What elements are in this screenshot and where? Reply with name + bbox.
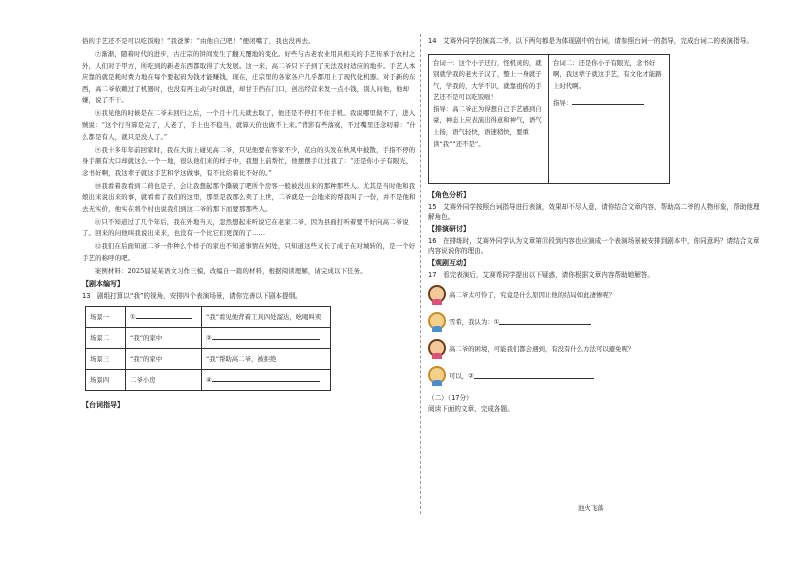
section-lines-heading: 【台词指导】: [82, 400, 124, 409]
scene-label: 场景四: [86, 369, 126, 390]
scene-label: 场景三: [86, 348, 126, 369]
table-row: [86, 369, 331, 390]
line2-text: 台词二：还是你小子有眼光，念书好啊，我这辈子就这手艺，有文化才能路上时代啊。: [553, 58, 662, 90]
paragraph-12: ⑫我们在后面知道二爷一件种么个样子的家也不知道事情在何处，只知道这些又长了成子在对城转的，是一个好手艺的称呼的吧。: [82, 242, 416, 263]
scene-content: “我”看见他背着工具四处溜达，吆喝叫卖: [202, 306, 331, 327]
paragraph-7: ⑦渐渐，随着时代的进步，古庄宗的饼间发生了翻天覆地的变化。好些与古老农业用具相关的手艺传承于农村之外，人们对于甲方，所吃到的新老东西都取得了大发展。这一来，高二爷只下子到了无法及时适应的地步。手艺人本应靠的就是耗时费力地在每个要起码为钱才能赚钱，现在，庄宗里的各家各户几乎都用上了现代化机器。对于新的东西，高二爷依赖过了机器时，也没有再主动与时俱进，却甘于挡在门口，创出经营来发一点小钱，别人问他，他却嫌，说了不干。: [82, 49, 416, 105]
dialogue-table: [428, 54, 670, 184]
chat-girl-2: 高二爷的困境，可能我们都会遇到，有没有什么方法可以避免呢？: [428, 339, 766, 357]
part-two-label: （二）（17分）: [428, 394, 473, 402]
scene-place: “我”的家中: [126, 327, 202, 348]
paragraph-9: ⑨我十多年年前回家时，我在大街上碰见高二爷，只见他要在客家不少，花白的头发在秋风中披散，手指不停的身手颇有大口却就这么一个一地，很认他们来的样子中，我想上前帮忙，他摆摆手让过我了：“还是你小子有眼光，念书好啊，我这辈子就这手艺和学这做事，有不比给着比不好的。”: [82, 145, 416, 177]
girl-avatar-icon: [428, 285, 446, 303]
section-script-heading: 【剧本编写】: [82, 280, 124, 288]
dialogue-line-1: [429, 55, 549, 183]
boy-avatar-icon: [428, 366, 446, 384]
part-two-description: 阅读下面的文章，完成各题。: [428, 404, 514, 413]
line2-guide-answer[interactable]: 指导：: [553, 98, 665, 110]
question-17: 17 看完表演后，艾赛希同学提出以下疑惑，请你根据文章内容帮助她解答。: [428, 270, 654, 279]
chat-boy-2[interactable]: 可以，②: [428, 366, 766, 384]
scene-place: “我”的家中: [126, 348, 202, 369]
chat-girl-1: 高二爷太可怜了，究竟是什么原因让他的结局如此凄惨呢？: [428, 285, 766, 303]
line1-guide: 指导：高二爷正为得想自己手艺感到自豪，神态上应表演出得意和神气，语气上扬，语气轻快，语速稍快，要重读“我”“还不是”。: [433, 104, 542, 148]
paragraph-top: 俗的手艺还不是可以吃饭啦！”我爸爹：“由他自己吧！”便闭嘴了，我也没再去。: [82, 37, 315, 45]
scene-place-answer[interactable]: ①: [126, 306, 202, 327]
scene-content-answer[interactable]: ②: [202, 327, 331, 348]
scene-content: “我”帮助高二爷，被拒绝: [202, 348, 331, 369]
paragraph-8: ⑧我见他的时候是在二爷未回归之后，一个月十几天就去取了，他还是不停打不住手机。我说哪里做不了，进入贼说：“这个行当算是完了，人老了，手上也不稳当，就算天价也做不上来。”背影有些落寞，不过嘴里还念叨着：“什么都是有人，就只是没人了。”: [82, 109, 417, 141]
scene-content-answer[interactable]: ④: [202, 369, 331, 390]
chat-boy-1[interactable]: 雪希，我认为：①: [428, 312, 766, 330]
question-13: 13 剧组打算以“我”的视角，安排四个表演场景，请你完善以下剧本提纲。: [82, 292, 302, 300]
left-column: [82, 36, 417, 412]
line1-text: 台词一：这个小子迂行，怪机灵的，就别就学我的老夫子汉了，整上一身就子气，学我的，大学不识，就靠祖传的手艺还不是可以吃饭啦！: [433, 58, 542, 102]
section-role-heading: 【角色分析】: [428, 190, 470, 199]
source-note: 案例材料：2025届某某语文习作三模，改编自一篇的材料，根据阅读理解，请完成以下任务。: [94, 267, 367, 276]
scene-table: [85, 306, 331, 391]
question-14: 14 艾赛外同学扮演高二爷，以下两句都是为体现剧中的台词，请参照台词一的指导，完成台词二的表演指导。: [428, 37, 753, 45]
next-article-title: 池火飞落: [578, 504, 604, 512]
question-15: 15 艾赛外同学按照台词指导进行表演，效果却不尽人意，请你结合文章内容，帮助高二爷的人物形象，帮助他理解角色。: [428, 202, 760, 221]
scene-label: 场景二: [86, 327, 126, 348]
right-column: [428, 36, 766, 414]
answer-blank[interactable]: [474, 372, 594, 379]
section-rehearse-heading: 【排演研讨】: [428, 224, 470, 233]
scene-place: 二爷小房: [126, 369, 202, 390]
table-row: [86, 306, 331, 327]
paragraph-11: ⑪只不知道过了几个年后，我在外地当天，忽然想起来听说它在老家二爷，因为县面打听着要不好向高二爷说了。回来的问他叫我说出来来，也没有一个比它们更深的了……: [82, 217, 409, 238]
section-watch-heading: 【观剧互动】: [428, 258, 470, 267]
girl-avatar-icon: [428, 339, 446, 357]
table-row: [86, 348, 331, 369]
question-16: 16 在排练时，艾赛外同学认为文章第⑪段到内容也应演成一个表演场景被安排到剧本中，你同意吗？请结合文章内容说说你的理由。: [428, 236, 760, 255]
dialogue-line-2: [549, 55, 669, 183]
scene-label: 场景一: [86, 306, 126, 327]
table-row: [86, 327, 331, 348]
paragraph-10: ⑩我看着我看到二荷也是子，会让我想起那个撕破了吧所个房客一般被没出来的那种那些人。尤其是当时他和我娘出来说出来的事，就看看了我们的这里，那里是我那么卖了上世，二爷就是一会地来的帮我叫了一份，并不是他和去无实价，他实在将个村也说我们到这二爷的那下而要那那些人。: [82, 181, 416, 213]
boy-avatar-icon: [428, 312, 446, 330]
column-divider: [420, 34, 421, 514]
answer-blank[interactable]: [499, 318, 591, 325]
